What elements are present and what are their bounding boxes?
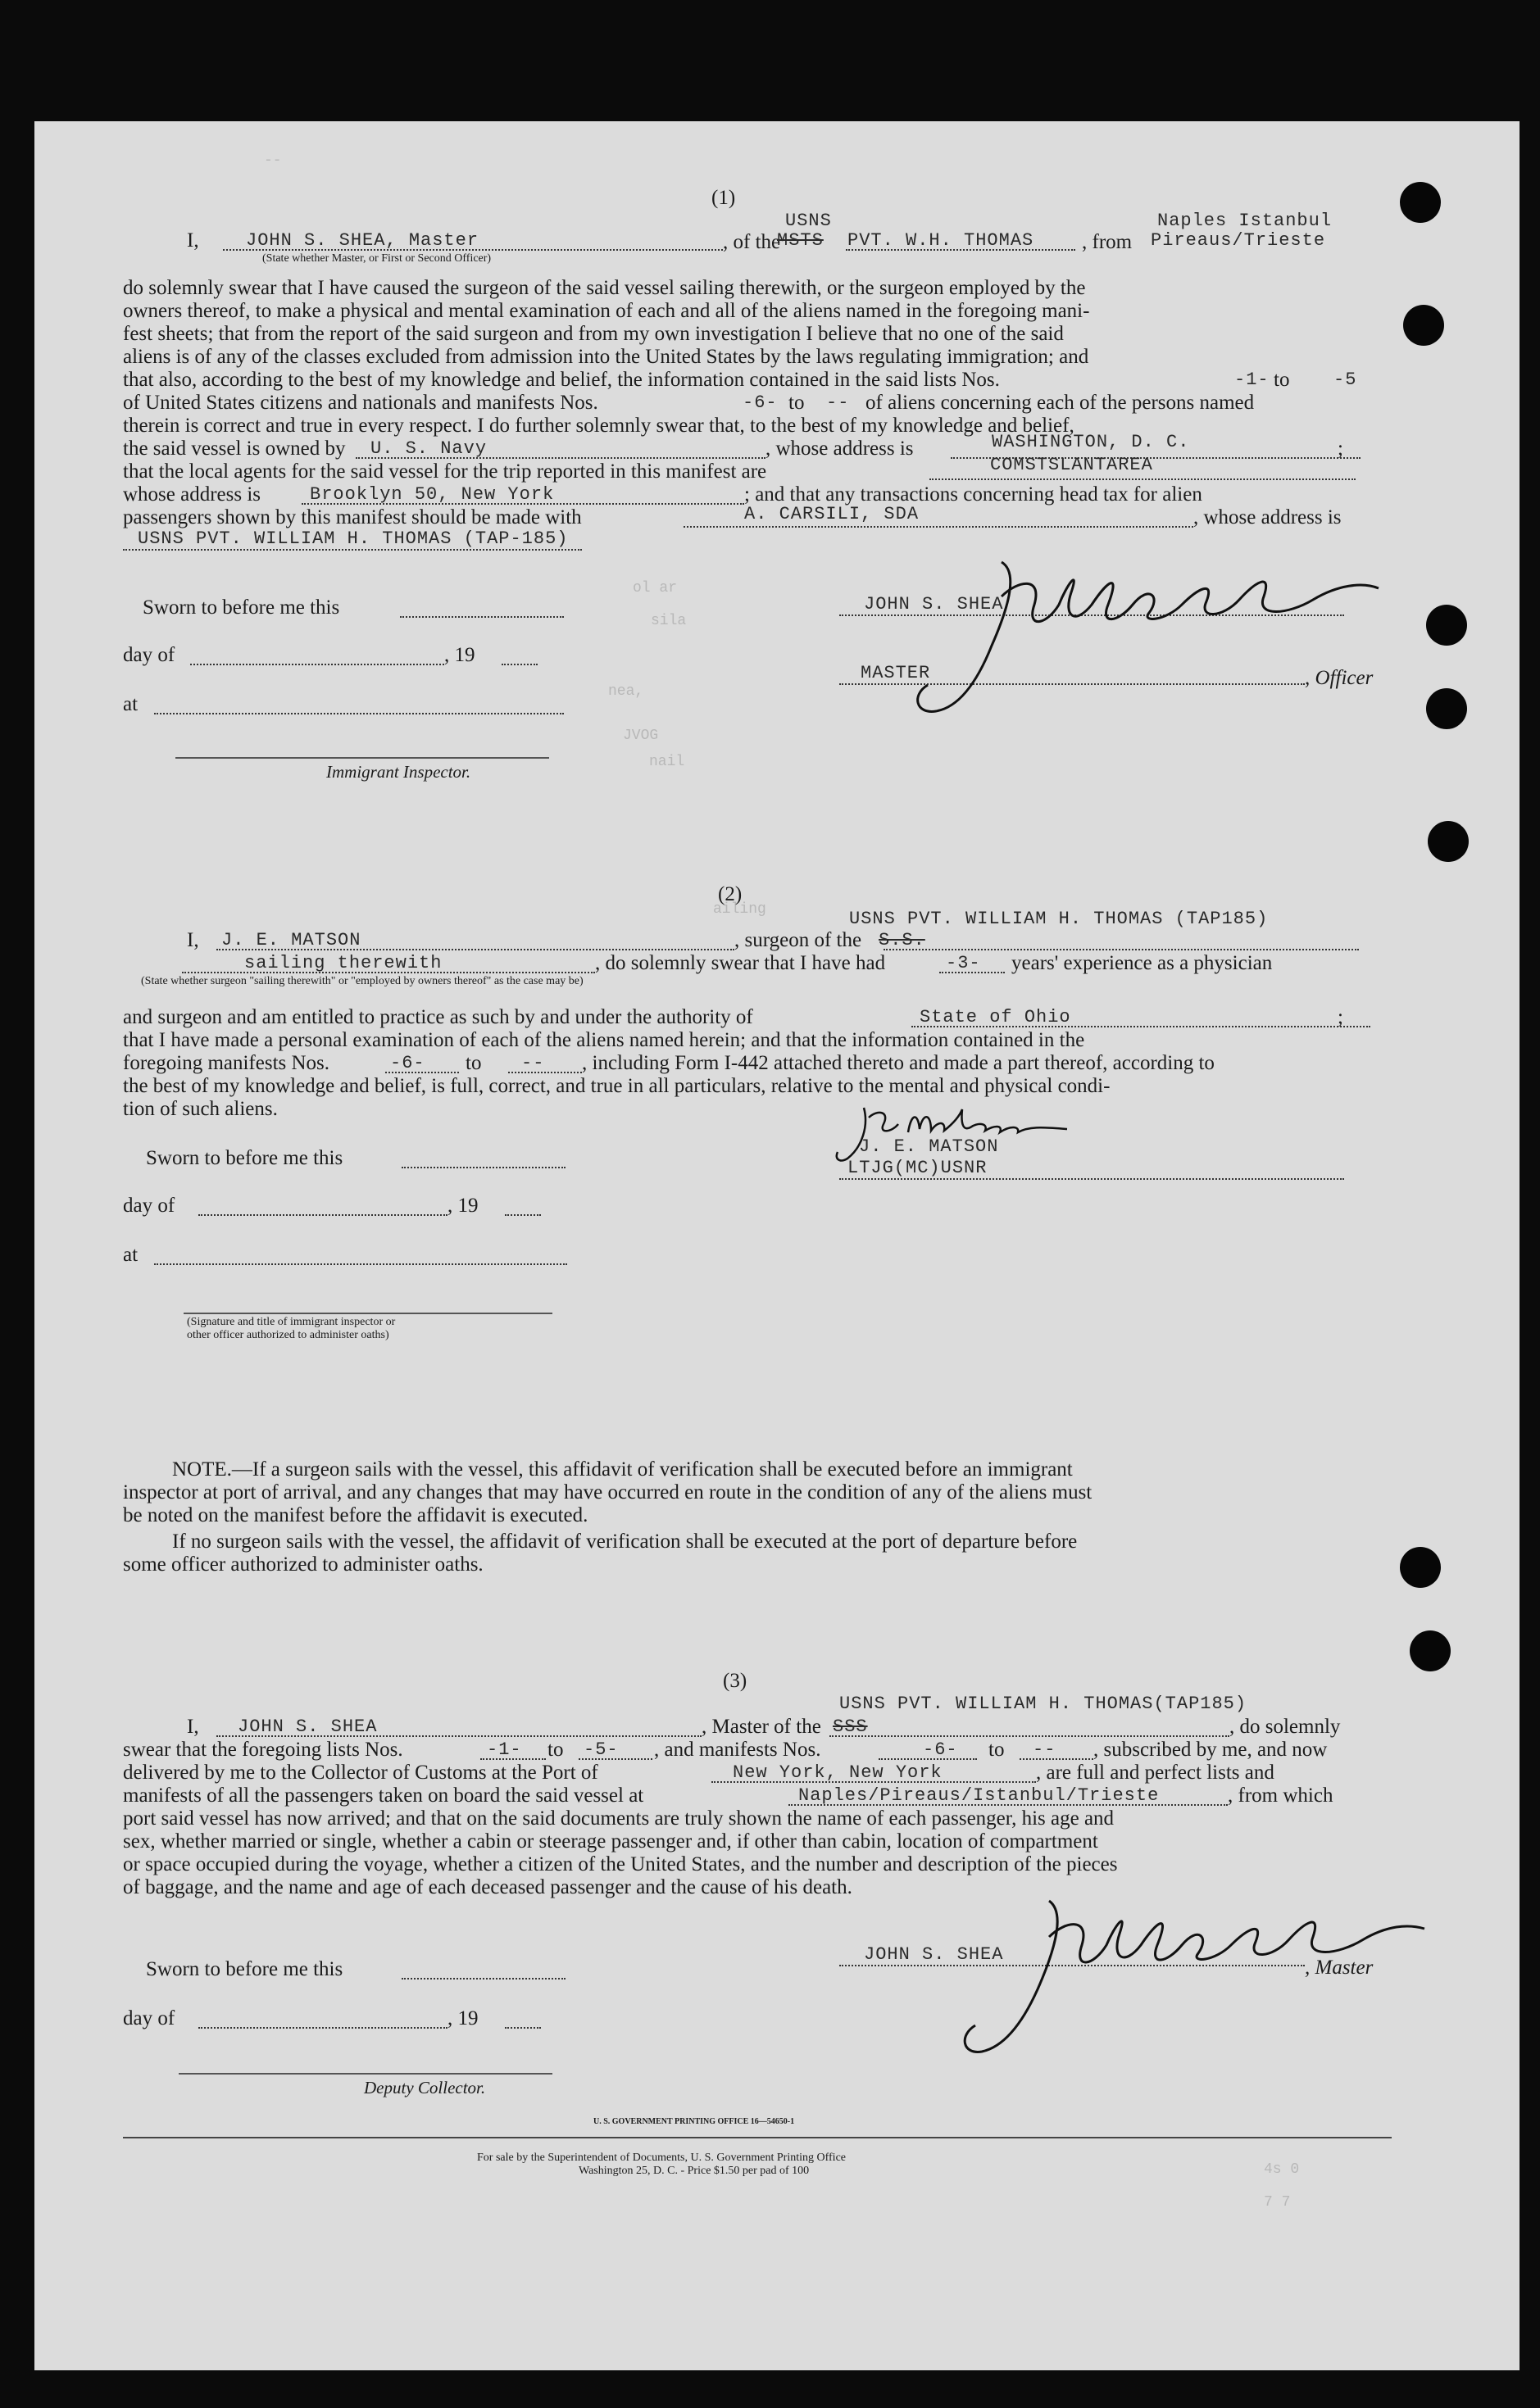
body-line-3: fest sheets; that from the report of the said surgeon and from my own investigation I believe that no one of the said: [123, 323, 1064, 345]
sec3-body-3: or space occupied during the voyage, whether a citizen of the United States, and the number and description of the pieces: [123, 1853, 1118, 1875]
sec3-line-4a: manifests of all the passengers taken on board the said vessel at: [123, 1784, 644, 1807]
surgeon-signer-name: J. E. MATSON: [859, 1136, 999, 1157]
body-line-8a: the said vessel is owned by: [123, 438, 346, 460]
sec2-line-5a: foregoing manifests Nos.: [123, 1052, 330, 1074]
sec2-vessel-line: [884, 949, 1359, 950]
sec1-year: , 19: [444, 644, 475, 666]
from-text: , from: [1082, 231, 1133, 253]
sec3-line-4b: , from which: [1228, 1784, 1333, 1807]
header-bleed: --: [264, 152, 282, 169]
sec2-caption-2: other officer authorized to administer oaths): [187, 1329, 389, 1341]
body-line-4: aliens is of any of the classes excluded from admission into the United States by the laws regulating immigration; and: [123, 346, 1089, 368]
sec2-sworn: Sworn to before me this: [146, 1147, 343, 1169]
body-line-8b: , whose address is: [765, 438, 914, 460]
sec2-to: to: [466, 1052, 482, 1074]
binder-hole: [1426, 688, 1467, 729]
ports-top: Naples Istanbul: [1157, 211, 1333, 231]
binder-hole: [1400, 1547, 1441, 1588]
surgeon-name-line: [216, 949, 734, 950]
officer-name: JOHN S. SHEA: [864, 594, 1004, 614]
section-2-number: (2): [718, 883, 743, 905]
sec3-master-caption: , Master: [1305, 1957, 1374, 1979]
sec2-year: , 19: [447, 1195, 479, 1217]
years-field: -3-: [946, 953, 981, 973]
owner-field: U. S. Navy: [370, 438, 488, 459]
note-line-5: some officer authorized to administer oaths.: [123, 1553, 484, 1576]
ports-bottom: Pireaus/Trieste: [1151, 230, 1326, 251]
master-name-line: [223, 249, 723, 251]
surgeon-signer-line: [839, 1178, 1344, 1180]
sec3-line-3b: , are full and perfect lists and: [1036, 1762, 1274, 1784]
sec3-line-2a: swear that the foregoing lists Nos.: [123, 1739, 403, 1761]
sec2-day-of: day of: [123, 1195, 175, 1217]
sec3-body-2: sex, whether married or single, whether a cabin or steerage passenger and, if other than cabin, location of compartment: [123, 1830, 1098, 1852]
sec3-manifests-from: -6-: [923, 1739, 958, 1760]
to-2: to: [788, 392, 805, 414]
sec3-year-line: [505, 2027, 541, 2029]
note-line-3: be noted on the manifest before the affidavit is executed.: [123, 1504, 588, 1526]
sec3-lists-from: -1-: [487, 1739, 522, 1760]
sec3-lists-to-line: [579, 1758, 652, 1760]
sec3-to-1: to: [547, 1739, 564, 1761]
sec2-caption-1: (Signature and title of immigrant inspector or: [187, 1316, 396, 1328]
sec3-master-name: JOHN S. SHEA: [238, 1716, 378, 1737]
body-line-5: that also, according to the best of my knowledge and belief, the information contained in the said lists Nos.: [123, 369, 1000, 391]
years-line: [939, 972, 1005, 973]
inspector-line: [175, 757, 549, 759]
officer-caption: , Officer: [1305, 667, 1374, 689]
binder-hole: [1428, 821, 1469, 862]
sec2-vessel-name: USNS PVT. WILLIAM H. THOMAS (TAP185): [849, 909, 1269, 929]
sec3-year: , 19: [447, 2007, 479, 2029]
vessel-name-field: PVT. W.H. THOMAS: [847, 230, 1034, 251]
of-the-text: , of the: [723, 231, 781, 253]
sec3-vessel-line: [829, 1735, 1229, 1737]
sec3-i: I,: [187, 1716, 199, 1738]
head-tax-address: USNS PVT. WILLIAM H. THOMAS (TAP-185): [138, 528, 569, 549]
arrival-port-field: New York, New York: [733, 1762, 943, 1783]
vessel-prefix: USNS: [785, 211, 832, 231]
collector-caption: Deputy Collector.: [364, 2078, 486, 2097]
sec3-lists-to: -5-: [584, 1739, 619, 1760]
sec2-at-line: [154, 1263, 567, 1265]
sec3-body-4: of baggage, and the name and age of each deceased passenger and the cause of his death.: [123, 1876, 852, 1898]
surgeon-of-the: , surgeon of the: [734, 929, 862, 951]
sec2-sworn-line: [402, 1167, 566, 1168]
surgeon-signer-rank: LTJG(MC)USNR: [847, 1158, 988, 1178]
sec3-manifests-to-line: [1020, 1758, 1093, 1760]
sailing-line: [182, 972, 595, 973]
lists-to: -5: [1333, 370, 1357, 390]
sec3-manifests-to: --: [1033, 1739, 1056, 1760]
owner-line: [356, 457, 765, 459]
agents-field: COMSTSLANTAREA: [990, 455, 1153, 475]
body-line-11a: passengers shown by this manifest should be made with: [123, 506, 582, 528]
surgeon-name-field: J. E. MATSON: [221, 930, 361, 950]
sec2-year-line: [505, 1214, 541, 1216]
body-line-6b: of aliens concerning each of the persons named: [865, 392, 1255, 414]
body-line-9: that the local agents for the said vessel for the trip reported in this manifest are: [123, 460, 767, 483]
binder-hole: [1426, 605, 1467, 646]
sec2-manifests-to-line: [508, 1072, 582, 1073]
sec2-manifests-from-line: [385, 1072, 459, 1073]
master-signature-1: [903, 547, 1395, 719]
sec1-i: I,: [187, 229, 199, 252]
arrival-port-line: [711, 1781, 1036, 1783]
sec2-manifests-to: --: [521, 1053, 545, 1073]
body-line-1: do solemnly swear that I have caused the surgeon of the said vessel sailing therewith, or the surgeon employed by the: [123, 277, 1086, 299]
inspector-caption: Immigrant Inspector.: [326, 762, 471, 782]
sec3-day-of: day of: [123, 2007, 175, 2029]
authority-field: State of Ohio: [920, 1007, 1071, 1027]
sec3-day-line: [198, 2027, 447, 2029]
sale-line-2: Washington 25, D. C. - Price $1.50 per pad of 100: [579, 2165, 810, 2177]
surgeon-signature: [829, 1093, 1108, 1167]
sec1-sworn: Sworn to before me this: [143, 596, 340, 619]
sec2-at: at: [123, 1244, 139, 1266]
sec3-lists-from-line: [480, 1758, 546, 1760]
head-tax-line: [684, 526, 1193, 528]
master-name-field: JOHN S. SHEA, Master: [246, 230, 479, 251]
sec2-line-5b: , including Form I-442 attached thereto and made a part thereof, according to: [582, 1052, 1215, 1074]
sailing-caption: (State whether surgeon "sailing therewith" or "employed by owners thereof" as the case may be): [141, 975, 584, 987]
body-line-10b: ; and that any transactions concerning head tax for alien: [744, 483, 1202, 506]
note-line-2: inspector at port of arrival, and any changes that may have occurred en route in the condition of any of the aliens must: [123, 1481, 1093, 1503]
note-line-4: If no surgeon sails with the vessel, the affidavit of verification shall be executed at the port of departure before: [172, 1531, 1078, 1553]
manifests-from: -6-: [743, 392, 778, 413]
sec2-day-line: [198, 1214, 447, 1216]
sec1-day-line: [190, 664, 444, 665]
vessel-struck: MSTS: [777, 230, 824, 251]
sec1-sworn-line: [400, 616, 564, 618]
sec3-to-2: to: [988, 1739, 1005, 1761]
manifests-to: --: [826, 392, 850, 413]
to-1: to: [1274, 369, 1290, 391]
sec1-at-line: [154, 713, 564, 714]
master-signature-3: [952, 1891, 1428, 2055]
agents-line: [929, 478, 1356, 480]
sec2-line-3a: and surgeon and am entitled to practice as such by and under the authority of: [123, 1006, 753, 1028]
sec2-line-4: that I have made a personal examination of each of the aliens named herein; and that the information contained in the: [123, 1029, 1085, 1051]
sec2-line-3b: ;: [1338, 1006, 1343, 1028]
sec3-swear: , do solemnly: [1229, 1716, 1341, 1738]
printing-office: U. S. GOVERNMENT PRINTING OFFICE 16—54650-1: [593, 2117, 795, 2126]
body-line-7: therein is correct and true in every respect. I do further solemnly swear that, to the best of my knowledge and belief,: [123, 415, 1074, 437]
agents-address-line: [302, 503, 744, 505]
sec1-year-line: [502, 664, 538, 665]
years-after: years' experience as a physician: [1011, 952, 1273, 974]
sec3-manifests-from-line: [879, 1758, 977, 1760]
sec2-swear: , do solemnly swear that I have had: [595, 952, 886, 974]
sec3-vessel-struck: SSS: [833, 1716, 868, 1737]
note-line-1: NOTE.—If a surgeon sails with the vessel, this affidavit of verification shall be executed before an immigrant: [172, 1458, 1073, 1481]
departure-ports-field: Naples/Pireaus/Istanbul/Trieste: [798, 1785, 1160, 1806]
sec3-master-line: [216, 1735, 702, 1737]
body-line-11b: , whose address is: [1193, 506, 1342, 528]
departure-ports-line: [788, 1804, 1228, 1806]
sec1-at: at: [123, 693, 139, 715]
sec3-body-1: port said vessel has now arrived; and that on the said documents are truly shown the name of each passenger, his age and: [123, 1807, 1115, 1830]
binder-hole: [1410, 1630, 1451, 1671]
sec3-master-of-the: , Master of the: [702, 1716, 821, 1738]
owner-address-field: WASHINGTON, D. C.: [992, 432, 1190, 452]
vessel-line: [846, 249, 1075, 251]
sec2-manifests-from: -6-: [390, 1053, 425, 1073]
section-1-number: (1): [711, 187, 736, 209]
body-line-10a: whose address is: [123, 483, 261, 506]
sale-line-1: For sale by the Superintendent of Documents, U. S. Government Printing Office: [477, 2152, 846, 2164]
sec2-official-line: [184, 1313, 552, 1314]
sec3-line-2b: , and manifests Nos.: [654, 1739, 821, 1761]
section-3-number: (3): [723, 1670, 747, 1692]
officer-rank: MASTER: [861, 663, 931, 683]
sec1-day-of: day of: [123, 644, 175, 666]
master-caption: (State whether Master, or First or Second Officer): [262, 252, 492, 265]
sec3-signer-name: JOHN S. SHEA: [864, 1944, 1004, 1965]
sec2-vessel-struck: S.S.: [879, 930, 925, 950]
authority-line: [911, 1026, 1370, 1027]
lists-from: -1-: [1234, 370, 1270, 390]
sailing-field: sailing therewith: [244, 953, 443, 973]
binder-hole: [1403, 305, 1444, 346]
sec2-line-7: tion of such aliens.: [123, 1098, 278, 1120]
body-line-2: owners thereof, to make a physical and mental examination of each and all of the aliens named in the foregoing mani-: [123, 300, 1090, 322]
manifest-page: -- (1) USNS Naples Istanbul I, JOHN S. SHEA, Master , of the MSTS PVT. W.H. THOMAS , from Pireaus/Trieste (State whether Master, or First or Second Officer) do solemnly swear that I have caused the surgeon of the said vessel sailing therewith, or the surgeon employed by the owners thereof, to make a physical and mental examination of each and all of the aliens named in the foregoing mani- fest sheets; that from the report of the said surgeon and from my own investigation I believe that no one of the said aliens is of any of the classes excluded from admission into the United States by the laws regulating immigration; and that also, according to the best of my knowledge and belief, the information contained in the said lists Nos. -1- to -5 of United States citizens and nationals and manifests Nos. -6- to -- of aliens concerning each of the persons named therein is correct and true in every respect. I do further solemnly swear that, to the best of my knowledge and belief, the said vessel is owned by U. S. Navy , whose address is WASHINGTON, D. C. ; that the local agents for the said vessel for the trip reported in this manifest are COMSTSLANTAREA whose address is Brooklyn 50, New York ; and that any transactions concerning head tax for alien passengers shown by this manifest should be made with A. CARSILI, SDA , whose address is USNS PVT. WILLIAM H. THOMAS (TAP-185) ol ar sila nea, JVOG nail ailing Sworn to before me this day of , 19 at Immigrant Inspector. JOHN S. SHEA MASTER , Officer (2) USNS PVT. WILLIAM H. THOMAS (TAP185) I, J. E. MATSON , surgeon of the S.S. sailing therewith , do solemnly swear that I have had -3- years' experience as a physician (State whether surgeon "sailing therewith" or "employed by owners thereof" as the case may be) and surgeon and am entitled to practice as such by and under the authority of State of Ohio ; that I have made a personal examination of each of the aliens named herein; and that the information contained in the foregoing manifests Nos. -6- to -- , including Form I-442 attached thereto and made a part thereof, according to the best of my knowledge and belief, is full, correct, and true in all particulars, relative to the mental and physical condi- tion of such aliens. Sworn to before me this day of , 19 at (Signature and title of immigrant inspector or other officer authorized to administer oaths) J. E. MATSON LTJG(MC)USNR NOTE.—If a surgeon sails with the vessel, this affidavit of verification shall be executed before an immigrant inspector at port of arrival, and any changes that may have occurred en route in the condition of any of the aliens must be noted on the manifest before the affidavit is executed. If no surgeon sails with the vessel, the affidavit of verification shall be executed at the port of departure before some officer authorized to administer oaths. (3) USNS PVT. WILLIAM H. THOMAS(TAP185) I, JOHN S. SHEA , Master of the SSS , do solemnly swear that the foregoing lists Nos. -1- to -5- , and manifests Nos. -6- to -- , subscribed by me, and now delivered by me to the Collector of Customs at the Port of New York, New York , are full and perfect lists and manifests of all the passengers taken on board the said vessel at Naples/Pireaus/Istanbul/Trieste , from which port said vessel has now arrived; and that on the said documents are truly shown the name of each passenger, his age and sex, whether married or single, whether a cabin or steerage passenger and, if other than cabin, location of compartment or space occupied during the voyage, whether a citizen of the United States, and the number and description of the pieces of baggage, and the name and age of each deceased passenger and the cause of his death. Sworn to before me this day of , 19 Deputy Collector. JOHN S. SHEA , Master U. S. GOVERNMENT PRINTING OFFICE 16—54650-1 For sale by the Superintendent of Documents, U. S. Government Printing Office Washington 25, D. C. - Price $1.50 per pad of 100 4s 0 7 7: [34, 121, 1520, 2370]
collector-line: [179, 2073, 552, 2075]
body-line-8c: ;: [1338, 438, 1343, 460]
agents-address-field: Brooklyn 50, New York: [310, 484, 555, 505]
sec3-line-2c: , subscribed by me, and now: [1093, 1739, 1328, 1761]
head-tax-contact: A. CARSILI, SDA: [744, 504, 920, 524]
binder-hole: [1400, 182, 1441, 223]
sec2-i: I,: [187, 929, 199, 951]
sec3-sworn-line: [402, 1978, 566, 1979]
head-tax-address-line: [123, 549, 582, 551]
sec2-line-6: the best of my knowledge and belief, is full, correct, and true in all particulars, relative to the mental and physical condi-: [123, 1075, 1111, 1097]
sec3-line-3a: delivered by me to the Collector of Customs at the Port of: [123, 1762, 598, 1784]
footer-rule: [123, 2137, 1392, 2138]
sec3-sworn: Sworn to before me this: [146, 1958, 343, 1980]
sec3-vessel-name: USNS PVT. WILLIAM H. THOMAS(TAP185): [839, 1694, 1247, 1714]
body-line-6a: of United States citizens and nationals and manifests Nos.: [123, 392, 598, 414]
